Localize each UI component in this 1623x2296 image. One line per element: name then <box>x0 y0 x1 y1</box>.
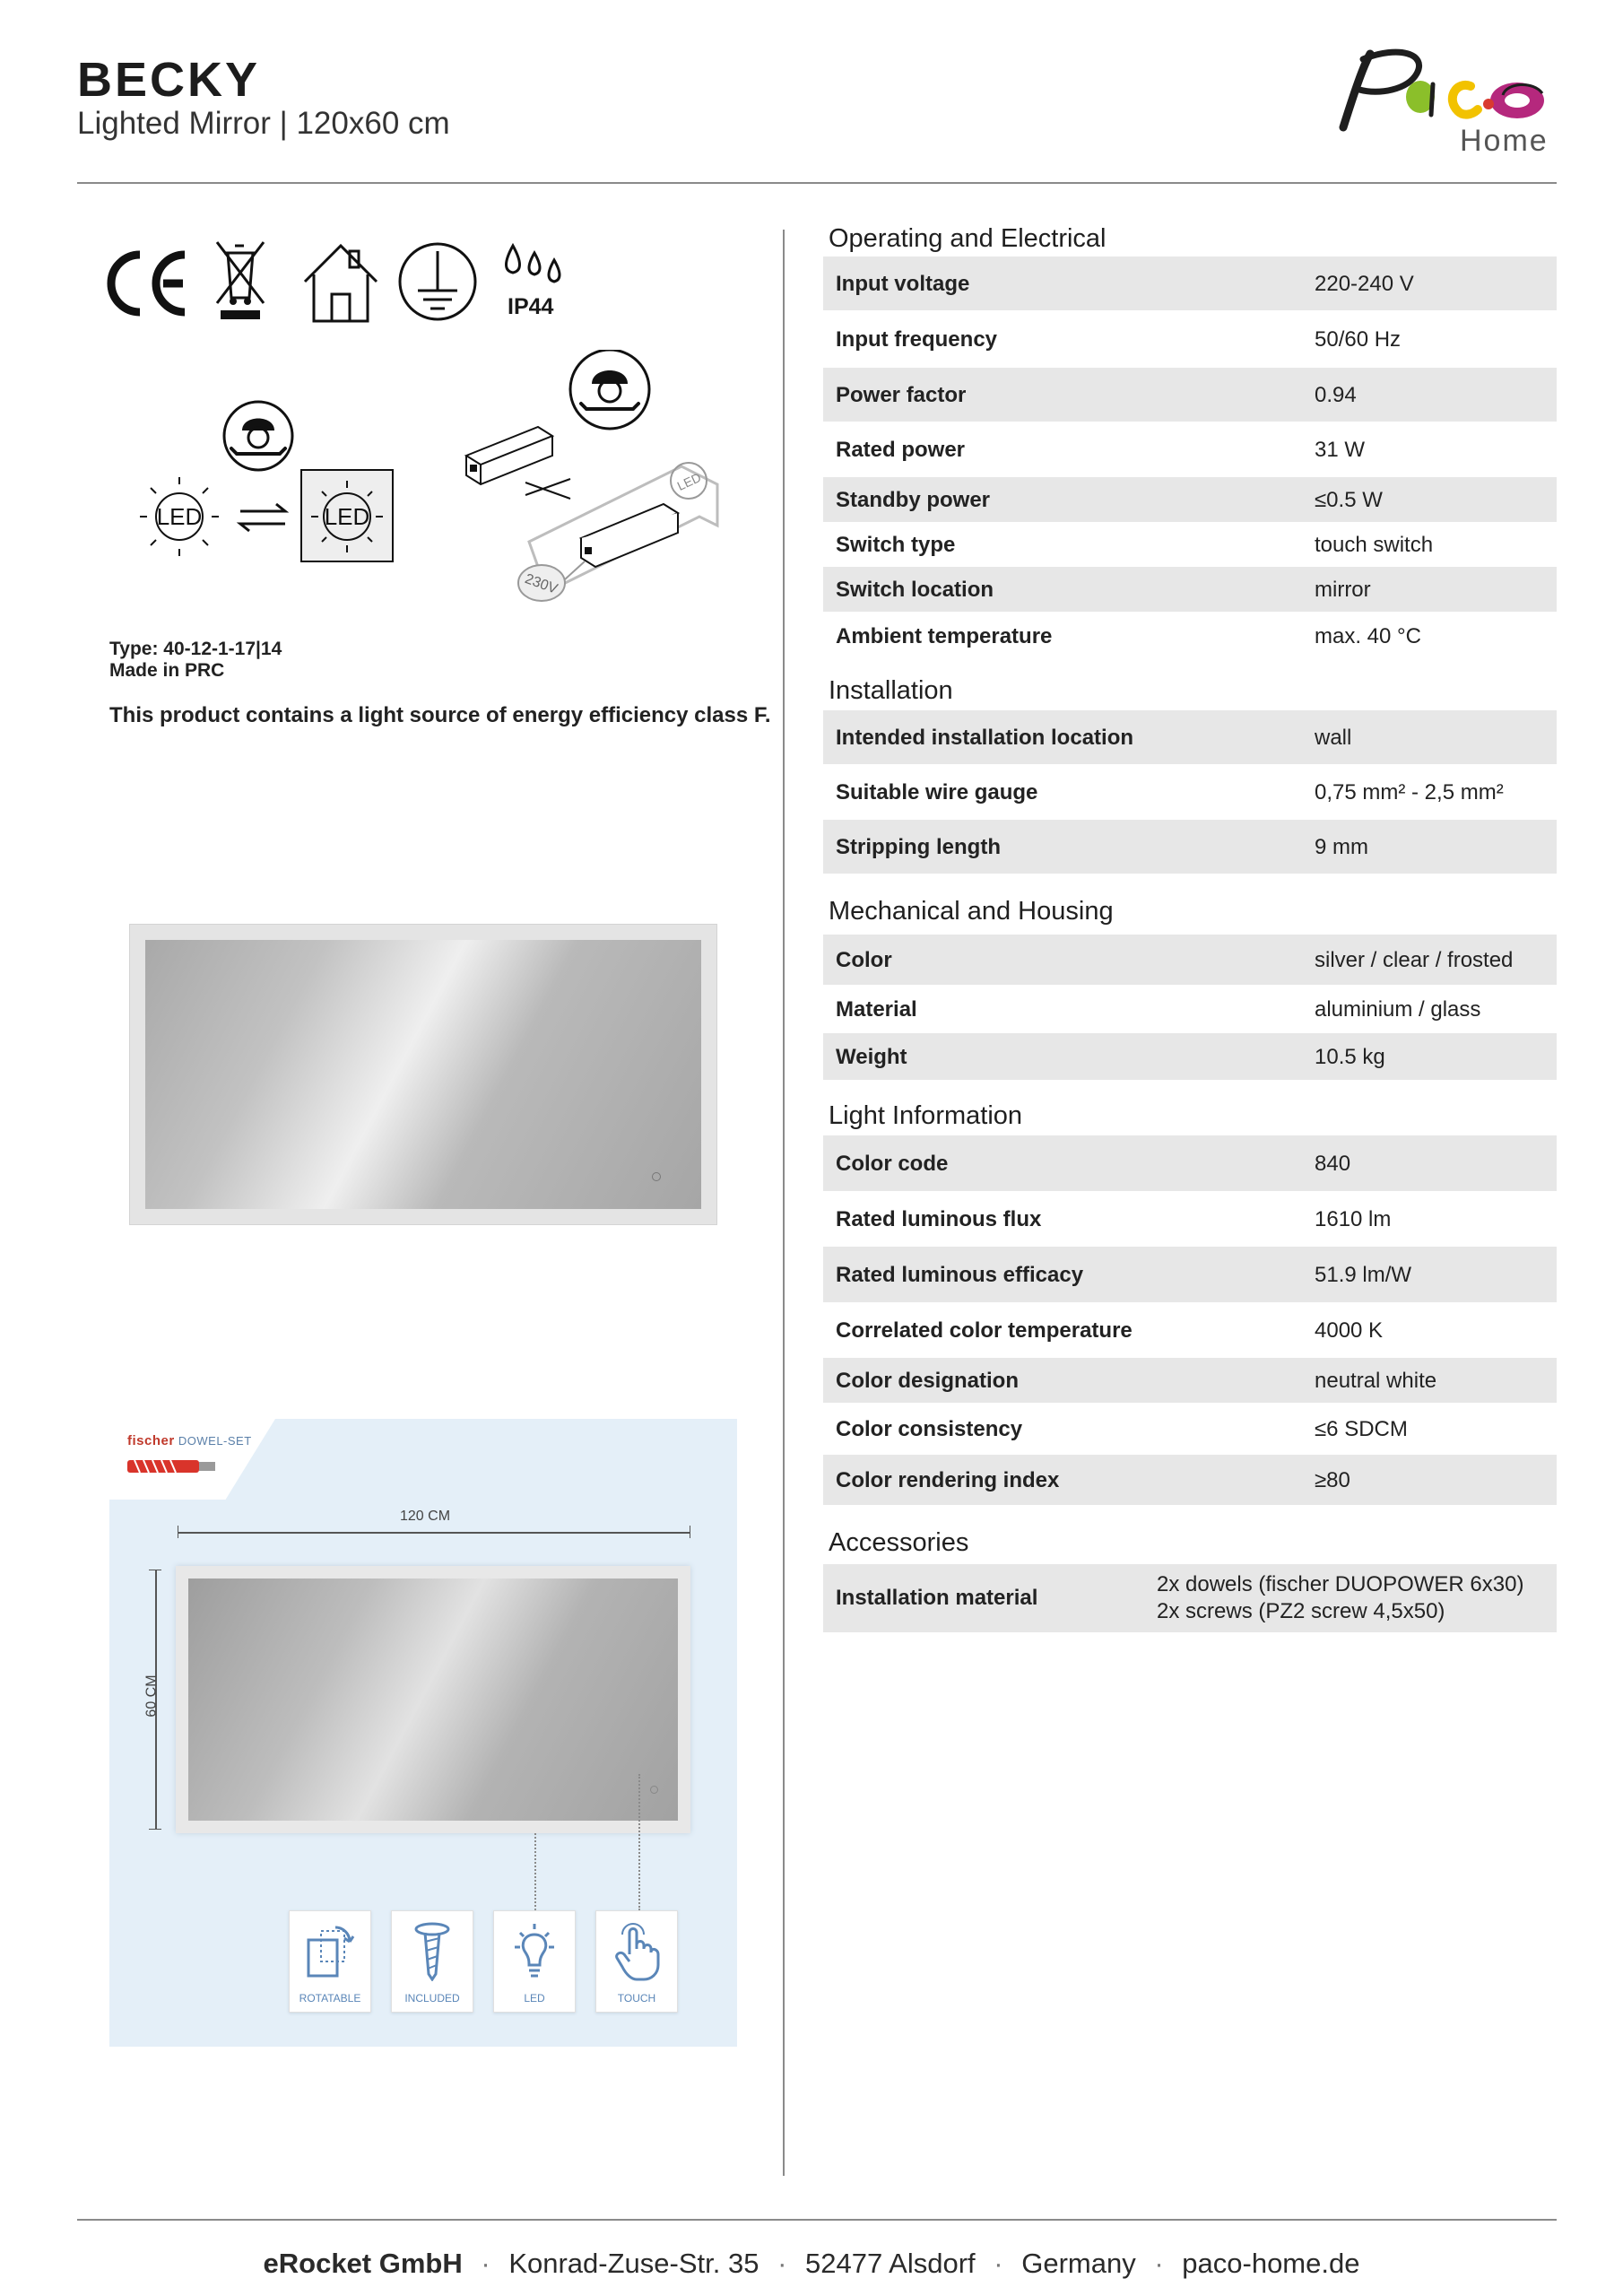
feature-label: ROTATABLE <box>299 1992 361 2005</box>
spec-value: ≤6 SDCM <box>1315 1417 1408 1441</box>
spec-row <box>823 612 1557 665</box>
spec-value: 50/60 Hz <box>1315 327 1402 352</box>
spec-row <box>823 1403 1557 1455</box>
water-drops-icon <box>507 246 560 282</box>
ip-rating: IP44 <box>508 294 554 319</box>
spec-row <box>823 1135 1557 1191</box>
spec-row <box>823 1564 1557 1632</box>
product-subtitle: Lighted Mirror | 120x60 cm <box>77 106 450 141</box>
section-title-operating: Operating and Electrical <box>829 224 1107 253</box>
technician-icon <box>224 402 292 470</box>
dimension-panel <box>109 1419 737 2047</box>
footer-address <box>0 2248 1623 2280</box>
spec-value: touch switch <box>1315 533 1434 557</box>
spec-row <box>823 710 1557 764</box>
dowel-icon <box>127 1457 217 1476</box>
spec-label: Color consistency <box>836 1417 1023 1441</box>
width-dimension-line <box>178 1522 690 1540</box>
feature-touch <box>595 1910 678 2013</box>
footer-city: 52477 Alsdorf <box>805 2248 976 2279</box>
spec-label: Standby power <box>836 488 991 512</box>
spec-row <box>823 1455 1557 1505</box>
weee-bin-icon <box>217 242 264 319</box>
footer-country: Germany <box>1021 2248 1136 2279</box>
spec-row <box>823 257 1557 310</box>
touch-sensor-icon <box>650 1786 658 1794</box>
spec-label: Input voltage <box>836 272 970 296</box>
spec-label: Suitable wire gauge <box>836 780 1038 804</box>
spec-value: aluminium / glass <box>1315 997 1481 1022</box>
spec-value: 220-240 V <box>1315 272 1414 296</box>
spec-label: Correlated color temperature <box>836 1318 1133 1343</box>
footer-separator: · <box>1154 2248 1164 2279</box>
pointer-line-touch <box>638 1774 640 1910</box>
footer-company: eRocket GmbH <box>263 2248 463 2279</box>
footer-separator: · <box>481 2248 490 2279</box>
feature-led <box>493 1910 576 2013</box>
spec-label: Intended installation location <box>836 726 1134 750</box>
spec-label: Installation material <box>836 1586 1038 1610</box>
spec-value: 31 W <box>1315 438 1366 462</box>
height-label: 60 CM <box>143 1674 160 1718</box>
spec-row <box>823 1247 1557 1302</box>
spec-value: 0.94 <box>1315 383 1357 407</box>
spec-label: Switch type <box>836 533 956 557</box>
spec-label: Input frequency <box>836 327 998 352</box>
product-image-mirror <box>129 924 717 1225</box>
spec-label: Rated luminous flux <box>836 1207 1042 1231</box>
spec-label: Stripping length <box>836 835 1001 859</box>
service-replacement-diagram <box>126 350 753 619</box>
spec-value: 51.9 lm/W <box>1315 1263 1412 1287</box>
section-title-accessories: Accessories <box>829 1528 969 1557</box>
spec-value: 9 mm <box>1315 835 1368 859</box>
product-title: BECKY <box>77 53 261 107</box>
touch-sensor-icon <box>652 1172 661 1181</box>
logo-subtext: Home <box>1460 124 1549 158</box>
spec-label: Rated power <box>836 438 966 462</box>
spec-value: ≥80 <box>1315 1468 1350 1492</box>
spec-value: wall <box>1315 726 1352 750</box>
feature-included <box>391 1910 473 2013</box>
spec-row <box>823 985 1557 1033</box>
footer-separator: · <box>777 2248 787 2279</box>
spec-label: Switch location <box>836 578 994 602</box>
voltage-label: 230V <box>523 571 560 597</box>
pointer-line-led <box>534 1833 536 1910</box>
panel-mirror-image <box>176 1566 690 1833</box>
indoor-house-icon <box>305 246 377 321</box>
driver-replace-icon <box>466 427 717 601</box>
type-info <box>109 639 282 682</box>
kit-label: DOWEL-SET <box>178 1434 252 1448</box>
spec-row <box>823 1302 1557 1358</box>
spec-value: mirror <box>1315 578 1371 602</box>
spec-label: Power factor <box>836 383 967 407</box>
spec-value: max. 40 °C <box>1315 624 1421 648</box>
spec-row <box>823 522 1557 567</box>
spec-value-line: 2x dowels (fischer DUOPOWER 6x30) <box>1157 1572 1524 1596</box>
column-divider <box>783 230 785 2176</box>
mirror-glass <box>145 940 701 1209</box>
spec-value: ≤0.5 W <box>1315 488 1383 512</box>
spec-table <box>823 222 1557 1632</box>
footer-website[interactable]: paco-home.de <box>1182 2248 1360 2279</box>
footer-street: Konrad-Zuse-Str. 35 <box>508 2248 759 2279</box>
spec-value: 10.5 kg <box>1315 1045 1385 1069</box>
dowel-set-label <box>127 1433 252 1448</box>
spec-row <box>823 935 1557 985</box>
svg-text:LED: LED <box>674 469 704 493</box>
spec-value-line: 2x screws (PZ2 screw 4,5x50) <box>1157 1599 1445 1623</box>
bulb-icon <box>508 1922 561 1981</box>
section-title-mechanical: Mechanical and Housing <box>829 897 1114 926</box>
spec-value: silver / clear / frosted <box>1315 948 1514 972</box>
spec-value: neutral white <box>1315 1369 1437 1393</box>
spec-row <box>823 310 1557 368</box>
footer-separator: · <box>994 2248 1003 2279</box>
spec-row <box>823 368 1557 422</box>
spec-row <box>823 422 1557 477</box>
feature-label: TOUCH <box>617 1992 656 2005</box>
spec-row <box>823 820 1557 874</box>
spec-label: Rated luminous efficacy <box>836 1263 1084 1287</box>
spec-row <box>823 567 1557 612</box>
feature-rotatable <box>289 1910 371 2013</box>
ce-mark-icon <box>111 255 185 312</box>
screw-icon <box>405 1922 459 1981</box>
led-label-left: LED <box>156 503 203 530</box>
spec-label: Material <box>836 997 917 1022</box>
origin-line: Made in PRC <box>109 660 225 681</box>
feature-label: INCLUDED <box>404 1992 460 2005</box>
spec-label: Color <box>836 948 892 972</box>
panel-mirror-glass <box>188 1578 678 1821</box>
touch-hand-icon <box>610 1922 664 1981</box>
type-line: Type: 40-12-1-17|14 <box>109 639 282 659</box>
spec-row <box>823 1191 1557 1247</box>
spec-row <box>823 1033 1557 1080</box>
led-label-right: LED <box>324 503 370 530</box>
feature-label: LED <box>524 1992 545 2005</box>
spec-label: Color code <box>836 1152 949 1176</box>
spec-label: Ambient temperature <box>836 624 1053 648</box>
energy-note: This product contains a light source of energy efficiency class F. <box>109 703 771 727</box>
footer-divider <box>77 2219 1557 2221</box>
spec-value <box>1157 1571 1523 1625</box>
spec-value: 840 <box>1315 1152 1351 1176</box>
spec-value: 1610 lm <box>1315 1207 1392 1231</box>
rotate-icon <box>303 1922 357 1981</box>
brand-label: fischer <box>127 1433 175 1448</box>
section-title-light: Light Information <box>829 1101 1023 1130</box>
width-label: 120 CM <box>400 1509 451 1524</box>
spec-row <box>823 1358 1557 1403</box>
protective-earth-icon <box>400 244 475 319</box>
technician-icon <box>570 350 649 429</box>
spec-label: Color designation <box>836 1369 1019 1393</box>
spec-value: 0,75 mm² - 2,5 mm² <box>1315 780 1504 804</box>
spec-label: Weight <box>836 1045 907 1069</box>
spec-row <box>823 477 1557 522</box>
header-divider <box>77 182 1557 184</box>
spec-row <box>823 764 1557 820</box>
spec-label: Color rendering index <box>836 1468 1060 1492</box>
spec-value: 4000 K <box>1315 1318 1384 1343</box>
section-title-installation: Installation <box>829 676 953 705</box>
